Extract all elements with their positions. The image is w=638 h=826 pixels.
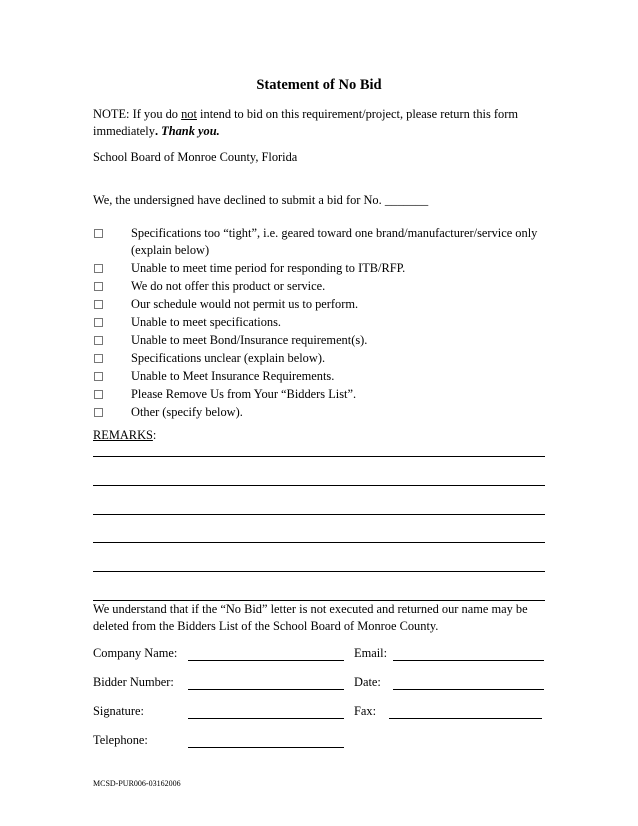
checkbox[interactable] (94, 282, 103, 291)
reason-item[interactable] (93, 314, 553, 331)
note-thanks: Thank you. (161, 124, 220, 138)
remarks-line[interactable] (93, 542, 545, 543)
checkbox[interactable] (94, 336, 103, 345)
reason-item[interactable] (93, 332, 553, 349)
reason-item[interactable] (93, 386, 553, 403)
telephone-field[interactable] (188, 747, 344, 748)
email-field[interactable] (393, 660, 544, 661)
fax-field[interactable] (389, 718, 542, 719)
reason-item[interactable] (93, 368, 553, 385)
checkbox[interactable] (94, 264, 103, 273)
reason-label: Other (specify below). (131, 405, 243, 419)
company-name-label: Company Name: (93, 646, 178, 660)
remarks-heading (93, 428, 156, 443)
reason-label: Our schedule would not permit us to perform. (131, 297, 359, 311)
form-code-footer: MCSD-PUR006-03162006 (93, 779, 181, 788)
checkbox[interactable] (94, 408, 103, 417)
note-not-underlined: not (181, 107, 197, 121)
checkbox[interactable] (94, 318, 103, 327)
reason-label: Unable to meet specifications. (131, 315, 282, 329)
checkbox[interactable] (94, 354, 103, 363)
note-middle: intend to bid on this requirement/project, please return this form immediately (93, 107, 518, 138)
checkbox[interactable] (94, 229, 103, 238)
remarks-line[interactable] (93, 514, 545, 515)
checkbox[interactable] (94, 372, 103, 381)
reason-label: Unable to Meet Insurance Requirements. (131, 369, 335, 383)
checkbox[interactable] (94, 300, 103, 309)
reason-label: Please Remove Us from Your “Bidders List”. (131, 387, 357, 401)
remarks-label: REMARKS (93, 428, 153, 442)
note-paragraph (93, 106, 553, 140)
reason-checklist (93, 225, 553, 422)
reason-item[interactable] (93, 260, 553, 277)
reason-item[interactable] (93, 296, 553, 313)
telephone-label: Telephone: (93, 733, 148, 747)
remarks-line[interactable] (93, 571, 545, 572)
reason-item[interactable] (93, 278, 553, 295)
remarks-line[interactable] (93, 456, 545, 457)
reason-label: Specifications unclear (explain below). (131, 351, 326, 365)
reason-label: Unable to meet time period for responding to ITB/RFP. (131, 261, 406, 275)
reason-item[interactable] (93, 404, 553, 421)
reason-label: Specifications too “tight”, i.e. geared toward one brand/manufacturer/service only (explain below) (131, 226, 538, 257)
reason-label: Unable to meet Bond/Insurance requirement(s). (131, 333, 368, 347)
reason-label: We do not offer this product or service. (131, 279, 326, 293)
fax-label: Fax: (354, 704, 377, 718)
signature-field[interactable] (188, 718, 344, 719)
understand-statement: We understand that if the “No Bid” letter is not executed and returned our name may be deleted from the Bidders List of the School Board of Monroe County. (93, 602, 528, 633)
declined-statement: We, the undersigned have declined to submit a bid for No. _______ (93, 193, 429, 207)
note-period: . (154, 124, 159, 138)
organization-name: School Board of Monroe County, Florida (93, 150, 298, 164)
reason-item[interactable] (93, 350, 553, 367)
company-name-field[interactable] (188, 660, 344, 661)
checkbox[interactable] (94, 390, 103, 399)
bidder-number-field[interactable] (188, 689, 344, 690)
remarks-line[interactable] (93, 485, 545, 486)
signature-label: Signature: (93, 704, 144, 718)
remarks-colon: : (152, 428, 157, 442)
note-prefix: NOTE: If you do (93, 107, 182, 121)
page-title: Statement of No Bid (256, 77, 382, 93)
bidder-number-label: Bidder Number: (93, 675, 174, 689)
reason-item[interactable] (93, 225, 553, 259)
date-label: Date: (354, 675, 381, 689)
email-label: Email: (354, 646, 388, 660)
date-field[interactable] (393, 689, 544, 690)
